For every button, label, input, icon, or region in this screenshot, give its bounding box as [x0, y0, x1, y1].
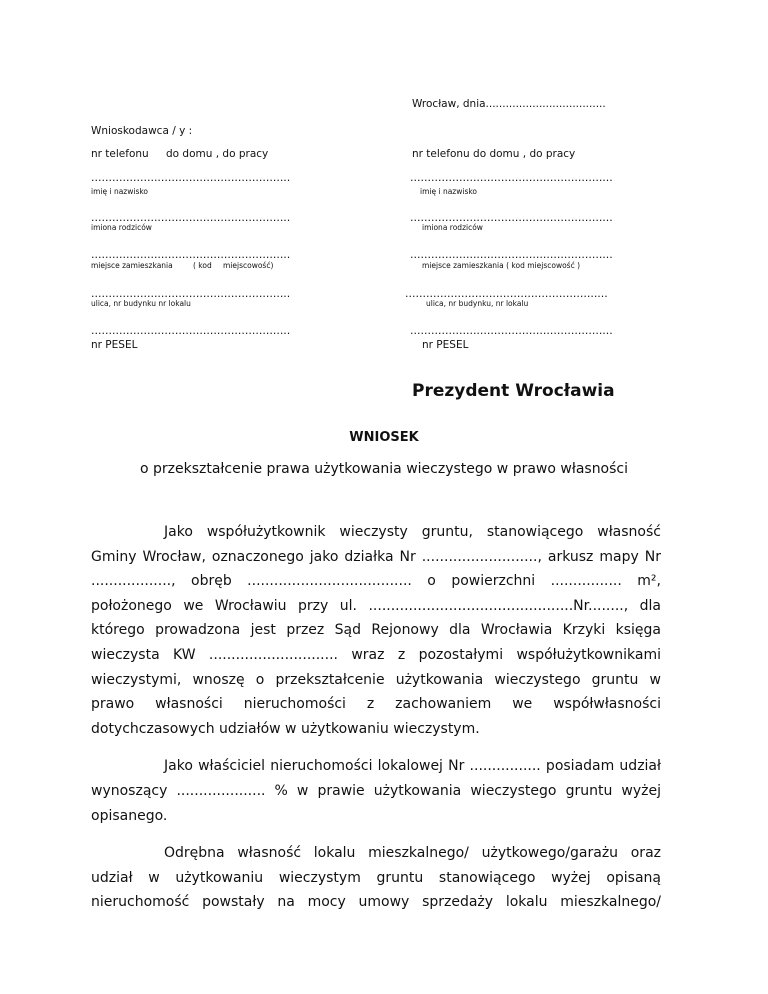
document-body	[91, 520, 661, 940]
left-parents-label: imiona rodziców	[91, 223, 152, 232]
left-pesel-dots[interactable]: .........................................................	[91, 324, 291, 337]
right-address-dots[interactable]: ..........................................................	[410, 248, 613, 261]
left-address-code-label: ( kod	[193, 261, 212, 270]
left-phone-sublabel: do domu , do pracy	[166, 148, 269, 160]
right-street-label: ulica, nr budynku, nr lokalu	[426, 299, 529, 308]
right-parents-dots[interactable]: ..........................................................	[410, 211, 613, 224]
paragraph-1: Jako współużytkownik wieczysty gruntu, stanowiącego własność Gminy Wrocław, oznaczonego jako działka Nr .........................., arkusz mapy Nr .................., obręb ..................................... o powierzchni ................ m², położonego we Wrocławiu przy ul. ..............................................Nr........, dla którego prowadzona jest przez Sąd Rejonowy dla Wrocławia Krzyki księga wieczysta KW ............................. wraz z pozostałymi współużytkownikami wieczystymi, wnoszę o przekształcenie użytkowania wieczystego gruntu w prawo własności nieruchomości z zachowaniem we współwłasności dotychczasowych udziałów w użytkowaniu wieczystym.	[91, 524, 661, 737]
right-address-label: miejsce zamieszkania ( kod miejscowość )	[422, 261, 581, 270]
right-phone-label: nr telefonu do domu , do pracy	[412, 148, 576, 160]
left-pesel-label: nr PESEL	[91, 339, 138, 351]
right-name-dots[interactable]: ..........................................................	[410, 171, 613, 184]
right-pesel-label: nr PESEL	[422, 339, 469, 351]
applicant-label: Wnioskodawca / y :	[91, 125, 193, 137]
left-address-dots[interactable]: .........................................................	[91, 248, 291, 261]
document-subtitle: o przekształcenie prawa użytkowania wieczystego w prawo własności	[139, 461, 629, 477]
paragraph-2: Jako właściciel nieruchomości lokalowej Nr ................ posiadam udział wynoszący .................... % w prawie użytkowania wieczystego gruntu wyżej opisanego.	[91, 758, 661, 824]
left-street-dots[interactable]: .........................................................	[91, 287, 291, 300]
paragraph-3: Odrębna własność lokalu mieszkalnego/ użytkowego/garażu oraz udział w użytkowaniu wieczystym gruntu stanowiącego wyżej opisaną nieruchomość powstały na mocy umowy sprzedaży lokalu mieszkalnego/	[91, 845, 661, 911]
right-street-dots[interactable]: ..........................................................	[405, 287, 608, 300]
left-phone-label: nr telefonu	[91, 148, 149, 160]
right-parents-label: imiona rodziców	[422, 223, 483, 232]
left-name-label: imię i nazwisko	[91, 187, 149, 196]
place-date-line: Wrocław, dnia....................................	[412, 98, 606, 110]
left-street-label: ulica, nr budynku nr lokalu	[91, 299, 191, 308]
right-pesel-dots[interactable]: ..........................................................	[410, 324, 613, 337]
left-parents-dots[interactable]: .........................................................	[91, 211, 291, 224]
document-title: WNIOSEK	[349, 430, 419, 445]
left-address-label: miejsce zamieszkania	[91, 261, 173, 270]
right-name-label: imię i nazwisko	[420, 187, 478, 196]
left-name-dots[interactable]: .........................................................	[91, 171, 291, 184]
addressee: Prezydent Wrocławia	[412, 381, 615, 401]
left-address-city-label: miejscowość)	[223, 261, 274, 270]
